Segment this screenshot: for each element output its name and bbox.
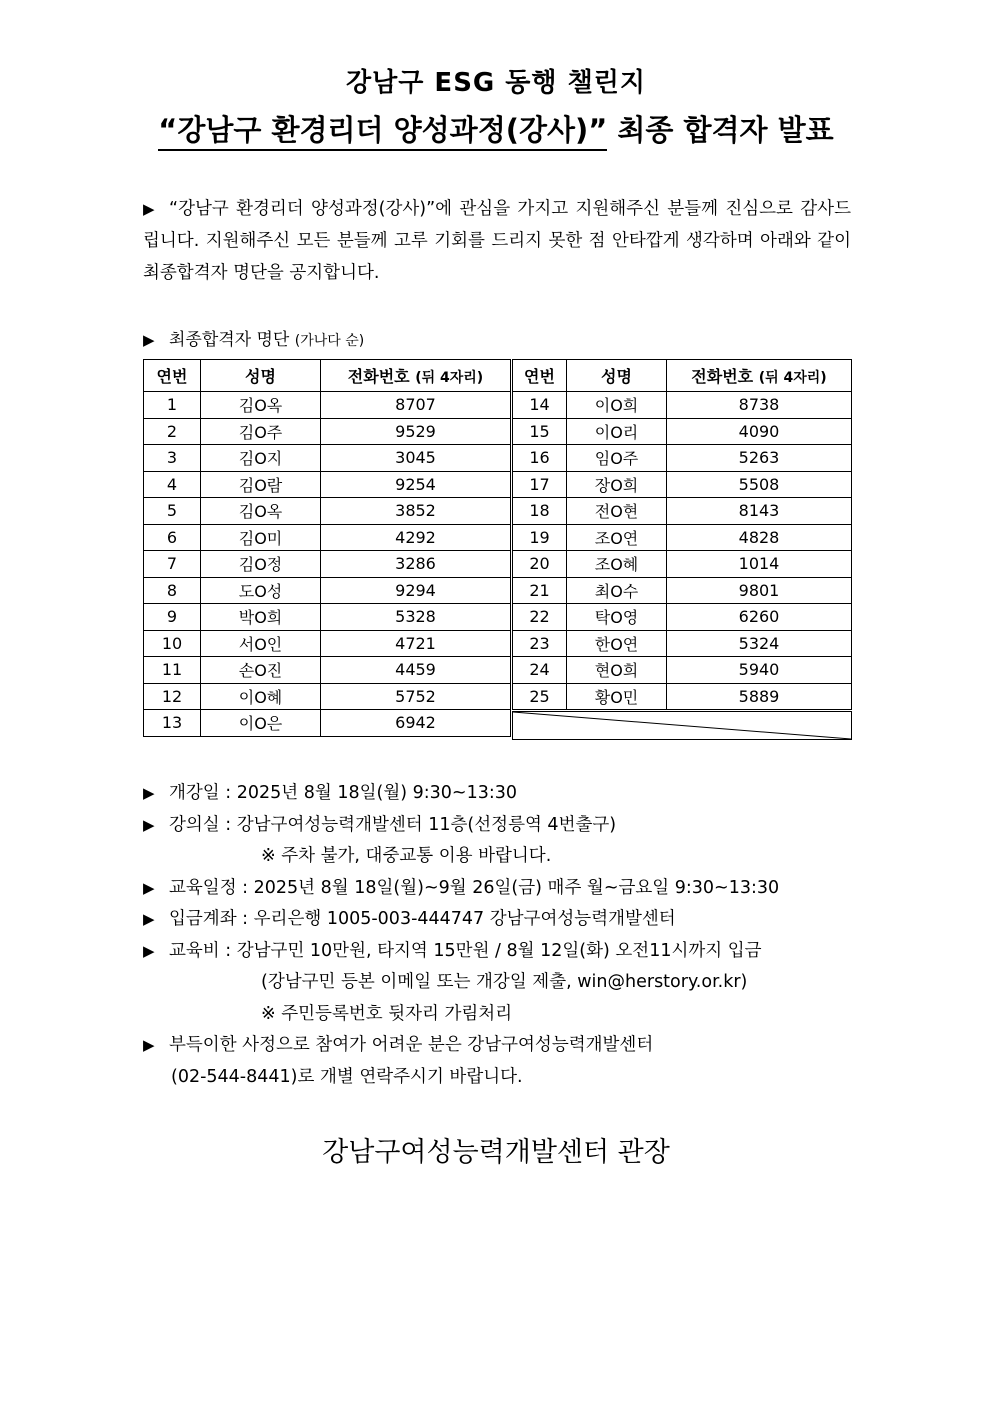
cell-no: 15 bbox=[513, 418, 567, 445]
cell-phone: 5263 bbox=[667, 445, 852, 472]
col-header-name: 성명 bbox=[567, 360, 667, 392]
table-row bbox=[144, 551, 511, 578]
cell-phone: 8143 bbox=[667, 498, 852, 525]
table-row bbox=[144, 630, 511, 657]
info-contact bbox=[143, 1030, 863, 1062]
table-row bbox=[144, 524, 511, 551]
table-row bbox=[513, 418, 852, 445]
cell-no: 17 bbox=[513, 471, 567, 498]
cell-name: 최O수 bbox=[567, 577, 667, 604]
cell-no: 9 bbox=[144, 604, 201, 631]
cell-no: 24 bbox=[513, 657, 567, 684]
cell-phone: 4090 bbox=[667, 418, 852, 445]
col-header-name: 성명 bbox=[201, 360, 321, 392]
cell-no: 16 bbox=[513, 445, 567, 472]
cell-name: 탁O영 bbox=[567, 604, 667, 631]
col-header-phone bbox=[667, 360, 852, 392]
cell-name: 도O성 bbox=[201, 577, 321, 604]
cell-name: 손O진 bbox=[201, 657, 321, 684]
intro-text: “강남구 환경리더 양성과정(강사)”에 관심을 가지고 지원해주신 분들께 진심으로 감사드립니다. 지원해주신 모든 분들께 고루 기회를 드리지 못한 점 안타깝게 생각하며 아래와 같이 최종합격자 명단을 공지합니다. bbox=[143, 199, 851, 283]
cell-phone: 4292 bbox=[321, 524, 511, 551]
cell-name: 이O리 bbox=[567, 418, 667, 445]
cell-phone: 4721 bbox=[321, 630, 511, 657]
title-announcement: 최종 합격자 발표 bbox=[607, 113, 834, 147]
cell-no: 18 bbox=[513, 498, 567, 525]
cell-name: 한O연 bbox=[567, 630, 667, 657]
table-row bbox=[513, 657, 852, 684]
bullet-icon: ▶ bbox=[143, 815, 155, 834]
cell-name: 김O옥 bbox=[201, 392, 321, 419]
account-text: 입금계좌 : 우리은행 1005-003-444747 강남구여성능력개발센터 bbox=[169, 909, 676, 929]
table-row bbox=[144, 577, 511, 604]
footer-signature: 강남구여성능력개발센터 관장 bbox=[322, 1137, 670, 1168]
intro-paragraph bbox=[143, 193, 851, 289]
cell-phone: 5508 bbox=[667, 471, 852, 498]
bullet-icon: ▶ bbox=[143, 941, 155, 960]
cell-phone: 9529 bbox=[321, 418, 511, 445]
cell-phone: 3286 bbox=[321, 551, 511, 578]
col-header-no: 연번 bbox=[144, 360, 201, 392]
cell-name: 김O옥 bbox=[201, 498, 321, 525]
info-room-note: ※ 주차 불가, 대중교통 이용 바랍니다. bbox=[261, 846, 552, 866]
table-row bbox=[513, 471, 852, 498]
cell-no: 8 bbox=[144, 577, 201, 604]
phone-header-label: 전화번호 bbox=[347, 367, 410, 386]
title-line1: 강남구 ESG 동행 챌린지 bbox=[346, 68, 646, 98]
bullet-icon: ▶ bbox=[143, 910, 155, 928]
cell-no: 11 bbox=[144, 657, 201, 684]
cell-phone: 6942 bbox=[321, 710, 511, 737]
col-header-no: 연번 bbox=[513, 360, 567, 392]
table-row bbox=[144, 604, 511, 631]
cell-no: 23 bbox=[513, 630, 567, 657]
cell-phone: 9254 bbox=[321, 471, 511, 498]
table-row bbox=[513, 551, 852, 578]
info-fee-note1: (강남구민 등본 이메일 또는 개강일 제출, win@herstory.or.kr) bbox=[261, 972, 748, 992]
cell-name: 김O지 bbox=[201, 445, 321, 472]
roster-table-left bbox=[143, 359, 511, 737]
table-row bbox=[144, 683, 511, 710]
phone-header-note: (뒤 4자리) bbox=[415, 370, 484, 386]
cell-phone: 6260 bbox=[667, 604, 852, 631]
cell-phone: 5940 bbox=[667, 657, 852, 684]
table-row bbox=[513, 445, 852, 472]
table-row bbox=[144, 498, 511, 525]
bullet-icon: ▶ bbox=[143, 1036, 155, 1054]
bullet-icon: ▶ bbox=[143, 331, 155, 349]
table-row bbox=[513, 524, 852, 551]
room-text: 강의실 : 강남구여성능력개발센터 11층(선정릉역 4번출구) bbox=[169, 814, 617, 835]
list-heading bbox=[143, 325, 364, 350]
title-program-name: “강남구 환경리더 양성과정(강사)” bbox=[158, 113, 607, 151]
cell-name: 이O은 bbox=[201, 710, 321, 737]
cell-phone: 4459 bbox=[321, 657, 511, 684]
diagonal-line bbox=[513, 712, 851, 739]
table-row bbox=[513, 498, 852, 525]
cell-phone: 9801 bbox=[667, 577, 852, 604]
cell-no: 2 bbox=[144, 418, 201, 445]
cell-no: 12 bbox=[144, 683, 201, 710]
cell-name: 김O람 bbox=[201, 471, 321, 498]
bullet-icon: ▶ bbox=[143, 200, 155, 218]
cell-phone: 3045 bbox=[321, 445, 511, 472]
cell-no: 3 bbox=[144, 445, 201, 472]
schedule-text: 교육일정 : 2025년 8월 18일(월)~9월 26일(금) 매주 월~금요일 9:30~13:30 bbox=[169, 877, 780, 898]
table-row bbox=[144, 471, 511, 498]
col-header-phone bbox=[321, 360, 511, 392]
cell-phone: 5889 bbox=[667, 683, 852, 710]
cell-no: 5 bbox=[144, 498, 201, 525]
cell-name: 이O희 bbox=[567, 392, 667, 419]
list-heading-main: 최종합격자 명단 bbox=[169, 330, 290, 350]
table-row bbox=[513, 630, 852, 657]
cell-phone: 1014 bbox=[667, 551, 852, 578]
cell-phone: 8738 bbox=[667, 392, 852, 419]
opening-text: 개강일 : 2025년 8월 18일(월) 9:30~13:30 bbox=[169, 783, 518, 803]
cell-name: 이O혜 bbox=[201, 683, 321, 710]
cell-no: 19 bbox=[513, 524, 567, 551]
cell-name: 서O인 bbox=[201, 630, 321, 657]
info-fee bbox=[143, 936, 863, 968]
cell-name: 현O희 bbox=[567, 657, 667, 684]
contact-text: 부득이한 사정으로 참여가 어려운 분은 강남구여성능력개발센터 bbox=[169, 1035, 654, 1055]
phone-header-label: 전화번호 bbox=[691, 367, 754, 386]
cell-no: 4 bbox=[144, 471, 201, 498]
cell-name: 박O희 bbox=[201, 604, 321, 631]
phone-header-note: (뒤 4자리) bbox=[758, 370, 827, 386]
table-row bbox=[513, 604, 852, 631]
table-row bbox=[513, 392, 852, 419]
info-opening bbox=[143, 778, 863, 810]
table-row bbox=[144, 392, 511, 419]
table-row bbox=[144, 418, 511, 445]
cell-phone: 5324 bbox=[667, 630, 852, 657]
cell-name: 조O연 bbox=[567, 524, 667, 551]
cell-phone: 9294 bbox=[321, 577, 511, 604]
cell-no: 7 bbox=[144, 551, 201, 578]
cell-no: 20 bbox=[513, 551, 567, 578]
info-contact-phone: (02-544-8441)로 개별 연락주시기 바랍니다. bbox=[171, 1066, 523, 1087]
cell-phone: 8707 bbox=[321, 392, 511, 419]
title-line2 bbox=[0, 108, 992, 149]
cell-no: 22 bbox=[513, 604, 567, 631]
table-row bbox=[513, 683, 852, 710]
cell-no: 10 bbox=[144, 630, 201, 657]
cell-name: 임O주 bbox=[567, 445, 667, 472]
cell-no: 25 bbox=[513, 683, 567, 710]
cell-phone: 3852 bbox=[321, 498, 511, 525]
bullet-icon: ▶ bbox=[143, 878, 155, 897]
cell-name: 김O주 bbox=[201, 418, 321, 445]
cell-no: 1 bbox=[144, 392, 201, 419]
table-row bbox=[144, 710, 511, 737]
table-row bbox=[144, 657, 511, 684]
cell-phone: 5752 bbox=[321, 683, 511, 710]
cell-name: 전O현 bbox=[567, 498, 667, 525]
cell-name: 김O미 bbox=[201, 524, 321, 551]
cell-no: 14 bbox=[513, 392, 567, 419]
info-schedule bbox=[143, 873, 863, 905]
cell-phone: 5328 bbox=[321, 604, 511, 631]
info-fee-note2: ※ 주민등록번호 뒷자리 가림처리 bbox=[261, 1003, 513, 1024]
cell-no: 21 bbox=[513, 577, 567, 604]
cell-no: 6 bbox=[144, 524, 201, 551]
list-heading-note: (가나다 순) bbox=[294, 333, 365, 349]
empty-diagonal-cell bbox=[512, 711, 852, 740]
table-row bbox=[144, 445, 511, 472]
cell-phone: 4828 bbox=[667, 524, 852, 551]
roster-table-right bbox=[512, 359, 852, 710]
fee-text: 교육비 : 강남구민 10만원, 타지역 15만원 / 8월 12일(화) 오전11시까지 입금 bbox=[169, 940, 762, 961]
info-room bbox=[143, 810, 863, 842]
cell-no: 13 bbox=[144, 710, 201, 737]
bullet-icon: ▶ bbox=[143, 784, 155, 802]
table-row bbox=[513, 577, 852, 604]
info-section bbox=[143, 778, 863, 1093]
cell-name: 조O혜 bbox=[567, 551, 667, 578]
info-account bbox=[143, 904, 863, 936]
cell-name: 김O정 bbox=[201, 551, 321, 578]
cell-name: 장O희 bbox=[567, 471, 667, 498]
cell-name: 황O민 bbox=[567, 683, 667, 710]
